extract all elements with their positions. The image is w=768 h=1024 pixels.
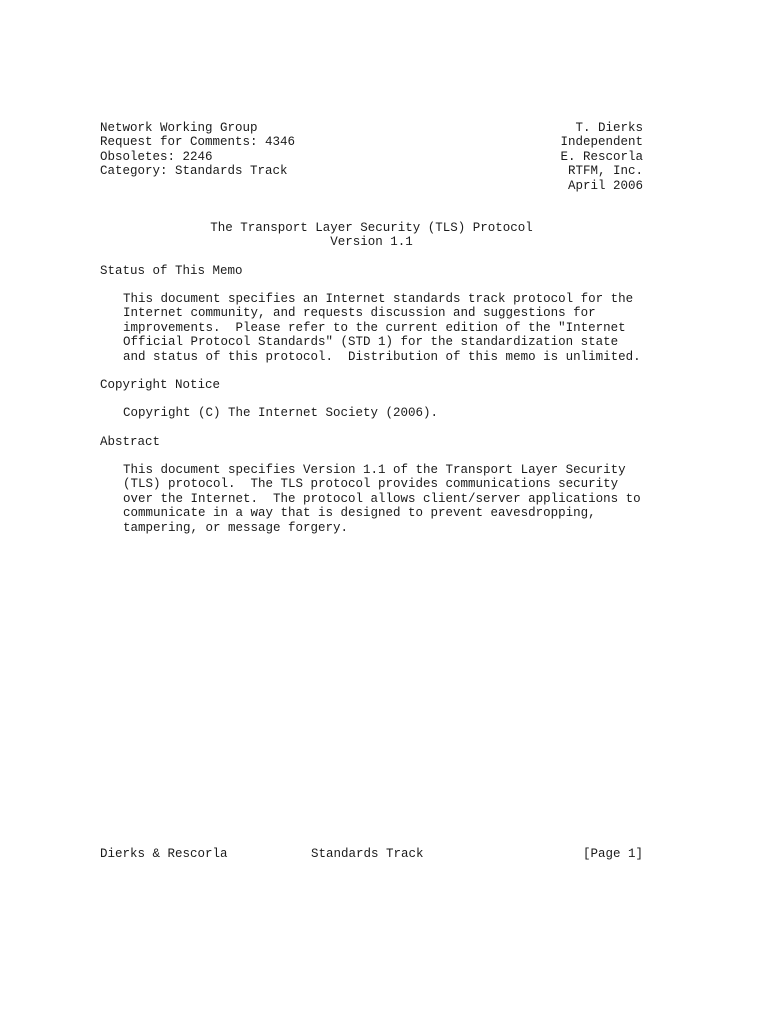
abstract-line: communicate in a way that is designed to prevent eavesdropping, — [123, 506, 596, 521]
header-affiliation-2: RTFM, Inc. — [567, 164, 643, 179]
document-title — [100, 221, 643, 250]
abstract-paragraph — [123, 463, 663, 535]
header-affiliation-1: Independent — [560, 135, 643, 150]
header-date: April 2006 — [567, 178, 643, 193]
status-line: and status of this protocol. Distribution of this memo is unlimited. — [123, 349, 641, 364]
footer-track: Standards Track — [311, 847, 424, 861]
copyright-text: Copyright (C) The Internet Society (2006). — [123, 406, 439, 420]
abstract-heading: Abstract — [100, 435, 161, 449]
status-line: Internet community, and requests discussion and suggestions for — [123, 306, 596, 321]
header-category: Category: Standards Track — [100, 164, 288, 179]
title-line-1: The Transport Layer Security (TLS) Protocol — [210, 221, 533, 235]
status-heading: Status of This Memo — [100, 264, 243, 278]
status-line: Official Protocol Standards" (STD 1) for the standardization state — [123, 335, 619, 350]
abstract-line: tampering, or message forgery. — [123, 520, 349, 535]
status-paragraph — [123, 292, 663, 364]
header-right-block — [560, 121, 643, 193]
header-left-block — [100, 121, 295, 179]
copyright-heading: Copyright Notice — [100, 378, 221, 392]
abstract-line: (TLS) protocol. The TLS protocol provides communications security — [123, 477, 619, 492]
copyright-paragraph — [123, 406, 663, 420]
abstract-line: over the Internet. The protocol allows client/server applications to — [123, 491, 641, 506]
header-author-1: T. Dierks — [575, 121, 643, 135]
status-line: This document specifies an Internet standards track protocol for the — [123, 292, 634, 306]
header-author-2: E. Rescorla — [560, 149, 643, 164]
status-line: improvements. Please refer to the current edition of the "Internet — [123, 320, 626, 335]
abstract-line: This document specifies Version 1.1 of the Transport Layer Security — [123, 463, 626, 477]
header-rfc-number: Request for Comments: 4346 — [100, 135, 296, 150]
title-line-2: Version 1.1 — [330, 235, 413, 250]
header-obsoletes: Obsoletes: 2246 — [100, 149, 213, 164]
footer-authors: Dierks & Rescorla — [100, 847, 228, 861]
header-working-group: Network Working Group — [100, 121, 258, 135]
footer-page-number: [Page 1] — [582, 847, 643, 861]
